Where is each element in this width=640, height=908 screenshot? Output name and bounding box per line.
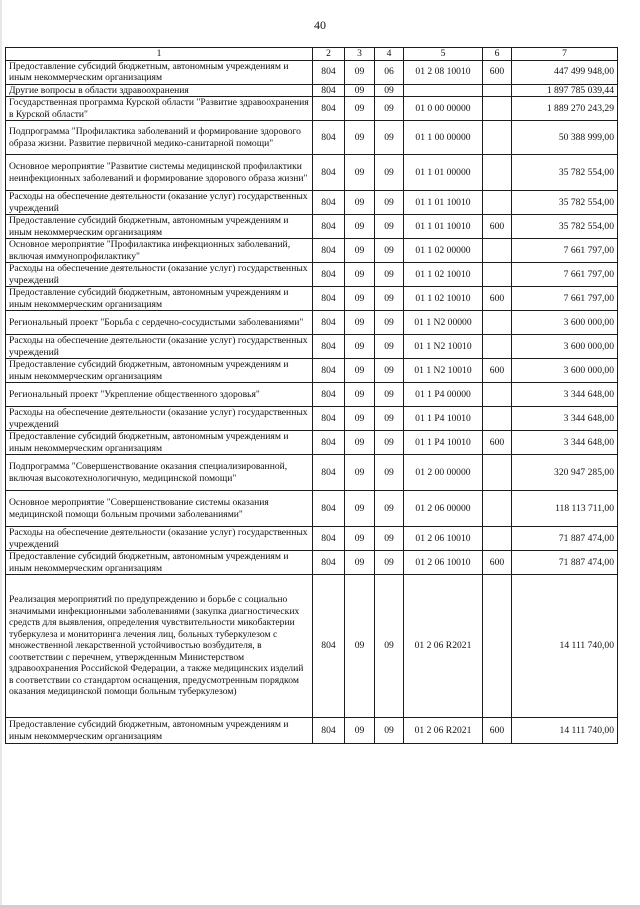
cell-rz: 09 [345,431,375,455]
cell-pr: 09 [375,263,404,287]
cell-sum: 3 600 000,00 [512,359,618,383]
cell-sum: 71 887 474,00 [512,551,618,575]
table-row [6,335,618,359]
cell-pr: 09 [375,455,404,491]
cell-vr [483,191,512,215]
cell-csr: 01 1 N2 00000 [404,311,483,335]
cell-sum: 7 661 797,00 [512,287,618,311]
cell-pr: 09 [375,575,404,718]
cell-grbs: 804 [313,60,345,84]
cell-vr [483,121,512,155]
cell-name: Предоставление субсидий бюджетным, автономным учреждениям и иным некоммерческим организациям [6,551,313,575]
column-header: 2 [313,48,345,61]
cell-name: Расходы на обеспечение деятельности (оказание услуг) государственных учреждений [6,527,313,551]
cell-csr: 01 2 08 10010 [404,60,483,84]
cell-csr: 01 1 N2 10010 [404,359,483,383]
table-row [6,491,618,527]
cell-rz: 09 [345,239,375,263]
table-row [6,431,618,455]
page-number: 40 [314,18,326,32]
table-row [6,121,618,155]
table-row [6,287,618,311]
cell-name: Расходы на обеспечение деятельности (оказание услуг) государственных учреждений [6,263,313,287]
cell-grbs: 804 [313,191,345,215]
cell-vr [483,527,512,551]
cell-grbs: 804 [313,527,345,551]
cell-rz: 09 [345,155,375,191]
cell-rz: 09 [345,97,375,121]
column-header: 4 [375,48,404,61]
scan-edge [0,0,2,908]
cell-sum: 447 499 948,00 [512,60,618,84]
cell-csr: 01 1 P4 10010 [404,407,483,431]
cell-grbs: 804 [313,215,345,239]
cell-rz: 09 [345,455,375,491]
cell-sum: 3 344 648,00 [512,383,618,407]
cell-rz: 09 [345,84,375,97]
cell-name: Расходы на обеспечение деятельности (оказание услуг) государственных учреждений [6,191,313,215]
table-row [6,407,618,431]
cell-pr: 09 [375,287,404,311]
table-row [6,84,618,97]
cell-sum: 3 344 648,00 [512,431,618,455]
table-row [6,311,618,335]
cell-csr: 01 1 P4 00000 [404,383,483,407]
cell-name: Государственная программа Курской области "Развитие здравоохранения в Курской области" [6,97,313,121]
cell-name: Основное мероприятие "Профилактика инфекционных заболеваний, включая иммунопрофилактику" [6,239,313,263]
cell-sum: 118 113 711,00 [512,491,618,527]
column-header: 1 [6,48,313,61]
cell-grbs: 804 [313,239,345,263]
cell-grbs: 804 [313,431,345,455]
table-row [6,239,618,263]
cell-vr [483,155,512,191]
cell-rz: 09 [345,191,375,215]
cell-csr: 01 2 06 00000 [404,491,483,527]
cell-grbs: 804 [313,287,345,311]
cell-name: Расходы на обеспечение деятельности (оказание услуг) государственных учреждений [6,407,313,431]
column-header: 5 [404,48,483,61]
cell-pr: 09 [375,311,404,335]
cell-vr: 600 [483,718,512,744]
cell-rz: 09 [345,335,375,359]
cell-pr: 09 [375,97,404,121]
cell-name: Предоставление субсидий бюджетным, автономным учреждениям и иным некоммерческим организациям [6,287,313,311]
cell-vr [483,575,512,718]
cell-name: Предоставление субсидий бюджетным, автономным учреждениям и иным некоммерческим организациям [6,60,313,84]
cell-grbs: 804 [313,97,345,121]
cell-name: Подпрограмма "Профилактика заболеваний и формирование здорового образа жизни. Развитие первичной медико-санитарной помощи" [6,121,313,155]
cell-sum: 7 661 797,00 [512,263,618,287]
table-row [6,718,618,744]
cell-grbs: 804 [313,455,345,491]
cell-pr: 09 [375,239,404,263]
cell-sum: 50 388 999,00 [512,121,618,155]
cell-rz: 09 [345,121,375,155]
cell-csr: 01 1 01 10010 [404,191,483,215]
cell-rz: 09 [345,575,375,718]
cell-vr [483,311,512,335]
cell-pr: 06 [375,60,404,84]
cell-csr: 01 1 01 10010 [404,215,483,239]
cell-name: Расходы на обеспечение деятельности (оказание услуг) государственных учреждений [6,335,313,359]
cell-rz: 09 [345,287,375,311]
cell-grbs: 804 [313,407,345,431]
cell-rz: 09 [345,527,375,551]
cell-vr: 600 [483,551,512,575]
cell-pr: 09 [375,359,404,383]
table-header-row [6,48,618,61]
cell-grbs: 804 [313,575,345,718]
cell-sum: 3 600 000,00 [512,311,618,335]
cell-sum: 3 344 648,00 [512,407,618,431]
cell-name: Другие вопросы в области здравоохранения [6,84,313,97]
cell-pr: 09 [375,718,404,744]
table-row [6,575,618,718]
cell-vr [483,84,512,97]
cell-rz: 09 [345,491,375,527]
cell-grbs: 804 [313,491,345,527]
cell-csr [404,84,483,97]
cell-pr: 09 [375,407,404,431]
cell-name: Реализация мероприятий по предупреждению и борьбе с социально значимыми инфекционными заболеваниями (закупка диагностических средств для выявления, определения чувствительности микобактерии туберкулеза и мониторинга лечения лиц, больных туберкулезом с множественной лекарственной устойчивостью возбудителя, в соответствии с перечнем, утвержденным Министерством здравоохранения Российской Федерации, а также медицинских изделий в соответствии со стандартом оснащения, предусмотренным порядком оказания медицинской помощи больным туберкулезом) [6,575,313,718]
cell-pr: 09 [375,121,404,155]
cell-rz: 09 [345,383,375,407]
cell-sum: 1 897 785 039,44 [512,84,618,97]
cell-name: Региональный проект "Борьба с сердечно-сосудистыми заболеваниями" [6,311,313,335]
cell-csr: 01 2 00 00000 [404,455,483,491]
cell-name: Региональный проект "Укрепление общественного здоровья" [6,383,313,407]
cell-vr: 600 [483,359,512,383]
cell-rz: 09 [345,215,375,239]
column-header: 3 [345,48,375,61]
cell-grbs: 804 [313,121,345,155]
cell-grbs: 804 [313,84,345,97]
cell-grbs: 804 [313,311,345,335]
table-row [6,383,618,407]
cell-vr [483,263,512,287]
cell-sum: 71 887 474,00 [512,527,618,551]
cell-sum: 7 661 797,00 [512,239,618,263]
cell-csr: 01 2 06 10010 [404,551,483,575]
cell-vr [483,97,512,121]
cell-sum: 14 111 740,00 [512,575,618,718]
cell-vr: 600 [483,215,512,239]
table-row [6,263,618,287]
cell-vr: 600 [483,60,512,84]
cell-csr: 01 1 P4 10010 [404,431,483,455]
cell-name: Предоставление субсидий бюджетным, автономным учреждениям и иным некоммерческим организациям [6,718,313,744]
cell-sum: 35 782 554,00 [512,155,618,191]
cell-rz: 09 [345,551,375,575]
budget-table [5,47,618,744]
cell-csr: 01 1 00 00000 [404,121,483,155]
column-header: 6 [483,48,512,61]
table-row [6,551,618,575]
cell-rz: 09 [345,718,375,744]
cell-pr: 09 [375,491,404,527]
cell-rz: 09 [345,311,375,335]
cell-name: Предоставление субсидий бюджетным, автономным учреждениям и иным некоммерческим организациям [6,359,313,383]
cell-csr: 01 2 06 R2021 [404,575,483,718]
cell-rz: 09 [345,263,375,287]
cell-pr: 09 [375,84,404,97]
cell-csr: 01 0 00 00000 [404,97,483,121]
cell-vr: 600 [483,287,512,311]
cell-name: Основное мероприятие "Совершенствование системы оказания медицинской помощи больным прочими заболеваниями" [6,491,313,527]
table-row [6,215,618,239]
table-row [6,191,618,215]
column-header: 7 [512,48,618,61]
cell-vr [483,491,512,527]
cell-vr [483,407,512,431]
cell-csr: 01 1 01 00000 [404,155,483,191]
table-row [6,527,618,551]
cell-csr: 01 1 N2 10010 [404,335,483,359]
cell-grbs: 804 [313,263,345,287]
table-row [6,97,618,121]
cell-name: Подпрограмма "Совершенствование оказания специализированной, включая высокотехнологичную, медицинской помощи" [6,455,313,491]
cell-pr: 09 [375,335,404,359]
cell-sum: 35 782 554,00 [512,191,618,215]
cell-grbs: 804 [313,155,345,191]
cell-sum: 320 947 285,00 [512,455,618,491]
table-body [6,60,618,744]
cell-name: Предоставление субсидий бюджетным, автономным учреждениям и иным некоммерческим организациям [6,215,313,239]
cell-csr: 01 1 02 00000 [404,239,483,263]
cell-pr: 09 [375,527,404,551]
cell-rz: 09 [345,407,375,431]
cell-rz: 09 [345,60,375,84]
cell-pr: 09 [375,155,404,191]
cell-sum: 3 600 000,00 [512,335,618,359]
cell-name: Основное мероприятие "Развитие системы медицинской профилактики неинфекционных заболеваний и формирование здорового образа жизни" [6,155,313,191]
cell-vr: 600 [483,431,512,455]
cell-csr: 01 2 06 R2021 [404,718,483,744]
cell-grbs: 804 [313,359,345,383]
cell-pr: 09 [375,431,404,455]
cell-grbs: 804 [313,551,345,575]
cell-name: Предоставление субсидий бюджетным, автономным учреждениям и иным некоммерческим организациям [6,431,313,455]
cell-pr: 09 [375,191,404,215]
cell-pr: 09 [375,215,404,239]
cell-grbs: 804 [313,718,345,744]
cell-csr: 01 2 06 10010 [404,527,483,551]
cell-sum: 14 111 740,00 [512,718,618,744]
table-row [6,455,618,491]
cell-rz: 09 [345,359,375,383]
cell-csr: 01 1 02 10010 [404,263,483,287]
cell-vr [483,383,512,407]
cell-sum: 35 782 554,00 [512,215,618,239]
table-row [6,155,618,191]
cell-vr [483,455,512,491]
cell-grbs: 804 [313,383,345,407]
cell-pr: 09 [375,551,404,575]
table-row [6,60,618,84]
cell-vr [483,335,512,359]
table-row [6,359,618,383]
cell-grbs: 804 [313,335,345,359]
cell-vr [483,239,512,263]
cell-pr: 09 [375,383,404,407]
cell-sum: 1 889 270 243,29 [512,97,618,121]
cell-csr: 01 1 02 10010 [404,287,483,311]
